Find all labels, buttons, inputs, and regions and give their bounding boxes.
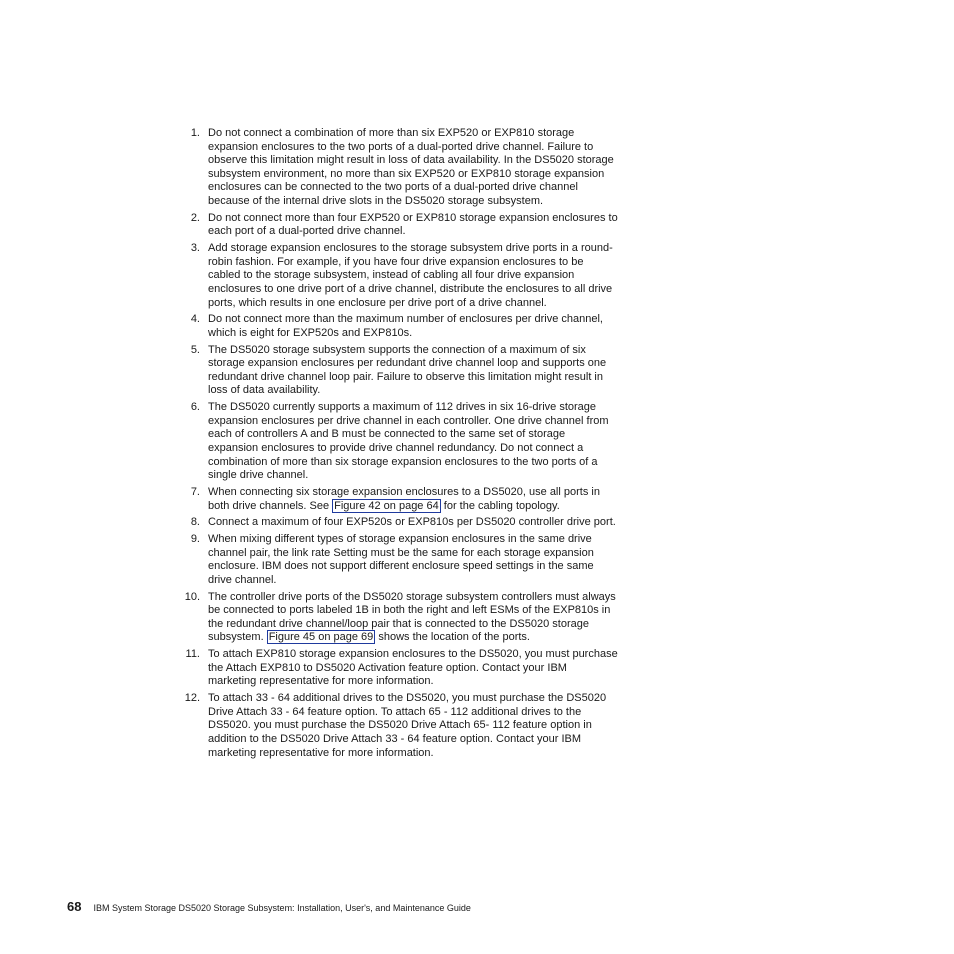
list-item-text: Connect a maximum of four EXP520s or EXP810s per DS5020 controller drive port. xyxy=(208,516,616,529)
list-item-text-before: The controller drive ports of the DS5020 storage subsystem controllers must always be connected to ports labeled 1B in both the right and left ESMs of the EXP810s in the redundant drive channel/loop pair that is connected to the DS5020 storage subsystem. xyxy=(208,590,616,644)
figure-45-link[interactable]: Figure 45 on page 69 xyxy=(268,631,374,644)
page-footer xyxy=(67,900,471,915)
list-item-text: The DS5020 storage subsystem supports the connection of a maximum of six storage expansion enclosures per redundant drive channel loop and supports one redundant drive channel loop pair. Failure to observe this limitation might result in loss of data availability. xyxy=(208,343,607,397)
list-item-text-after: shows the location of the ports. xyxy=(375,631,530,644)
list-item xyxy=(178,648,618,689)
list-item-number: 1. xyxy=(190,127,200,139)
figure-42-link[interactable]: Figure 42 on page 64 xyxy=(334,499,439,512)
list-item xyxy=(178,533,618,587)
list-item-text: Do not connect more than four EXP520 or EXP810 storage expansion enclosures to each port of a dual-ported drive channel. xyxy=(208,211,618,238)
list-item-text xyxy=(208,591,618,645)
list-item-text: When mixing different types of storage expansion enclosures in the same drive channel pair, the link rate Setting must be the same for each storage expansion enclosure. IBM does not support different enclosure speed settings in the same drive channel. xyxy=(208,533,594,586)
list-item-number: 9. xyxy=(190,533,200,546)
list-item-text: To attach EXP810 storage expansion enclosures to the DS5020, you must purchase the Attach EXP810 to DS5020 Activation feature option. Contact your IBM marketing representative for more information. xyxy=(208,648,618,688)
list-item-number: 10. xyxy=(184,590,200,603)
list-item xyxy=(178,591,618,645)
page-number: 68 xyxy=(67,899,82,914)
list-item-number: 3. xyxy=(190,242,200,255)
guideline-list xyxy=(178,127,618,763)
list-item xyxy=(178,242,618,310)
list-item-text: The DS5020 currently supports a maximum of 112 drives in six 16-drive storage expansion enclosures per drive channel in each controller. One drive channel from each of controllers A and B must be connected to the same set of storage expansion enclosures to provide drive channel redundancy. Do not connect a combination of more than six storage expansion enclosures to the two ports of a single drive channel. xyxy=(208,401,609,482)
list-item-text-before: When connecting six storage expansion enclosures to a DS5020, use all ports in both drive channels. See xyxy=(208,485,600,512)
list-item xyxy=(178,344,618,398)
list-item-number: 2. xyxy=(190,211,200,224)
list-item-number: 6. xyxy=(190,401,200,414)
list-item-text: Do not connect a combination of more than six EXP520 or EXP810 storage expansion enclosures to the two ports of a dual-ported drive channel. Failure to observe this limitation might result in loss of data availability. In the DS5020 storage subsystem environment, no more than six EXP520 or EXP810 storage expansion enclosures can be connected to the two ports of a dual-ported drive channel because of the internal drive slots in the DS5020 storage subsystem. xyxy=(208,127,614,207)
list-item-number: 4. xyxy=(190,313,200,326)
list-item xyxy=(178,486,618,513)
list-item-text: Add storage expansion enclosures to the storage subsystem drive ports in a round-robin fashion. For example, if you have four drive expansion enclosures to be cabled to the storage subsystem, instead of cabling all four drive expansion enclosures to one drive port of a drive channel, distribute the enclosures to all drive ports, which results in one enclosure per drive port of a drive channel. xyxy=(208,242,613,309)
list-item xyxy=(178,212,618,239)
list-item xyxy=(178,516,618,530)
list-item-text xyxy=(208,486,618,513)
list-item-text: To attach 33 - 64 additional drives to the DS5020, you must purchase the DS5020 Drive Attach 33 - 64 feature option. To attach 65 - 112 additional drives to the DS5020. you must purchase the DS5020 Drive Attach 65- 112 feature option in addition to the DS5020 Drive Attach 33 - 64 feature option. Contact your IBM marketing representative for more information. xyxy=(208,692,607,759)
list-item xyxy=(178,692,618,760)
list-item-number: 5. xyxy=(190,343,200,356)
list-item-number: 7. xyxy=(190,485,200,498)
list-item xyxy=(178,401,618,483)
list-item-text-after: for the cabling topology. xyxy=(440,499,560,512)
list-item-number: 11. xyxy=(185,648,200,661)
list-item-number: 8. xyxy=(190,516,200,529)
list-item xyxy=(178,313,618,340)
list-item xyxy=(178,127,618,209)
list-item-text: Do not connect more than the maximum number of enclosures per drive channel, which is eight for EXP520s and EXP810s. xyxy=(208,313,603,339)
list-item-number: 12. xyxy=(184,692,200,705)
footer-title: IBM System Storage DS5020 Storage Subsystem: Installation, User's, and Maintenance Guide xyxy=(93,903,471,913)
